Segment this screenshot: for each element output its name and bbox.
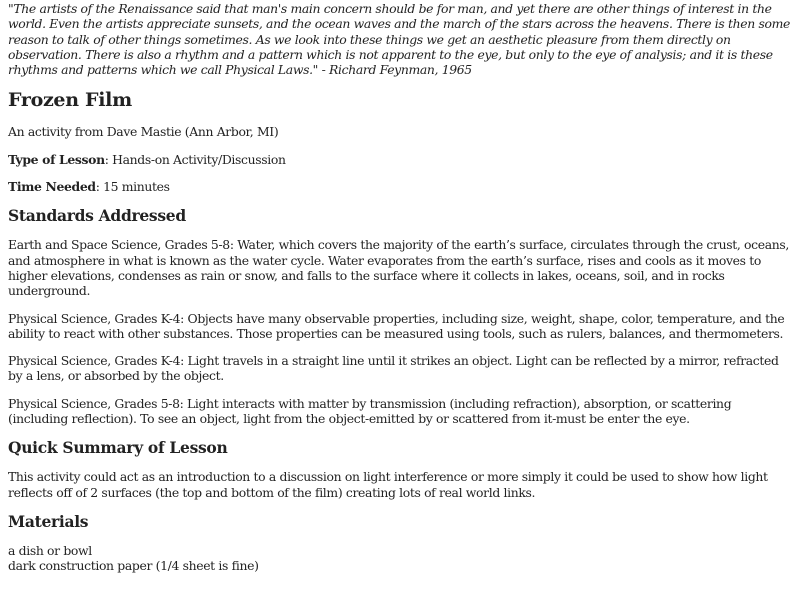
materials-list bbox=[8, 543, 792, 574]
page-title: Frozen Film bbox=[8, 89, 132, 112]
materials-heading: Materials bbox=[8, 511, 89, 531]
lesson-type-label: Type of Lesson bbox=[8, 151, 105, 167]
standard-item: Physical Science, Grades 5-8: Light interacts with matter by transmission (including refraction), absorption, or scattering (including reflection). To see an object, light from the object-emitted by or scattered from it-must be enter the eye. bbox=[8, 395, 732, 427]
time-needed-value: : 15 minutes bbox=[95, 179, 170, 195]
standard-item: Earth and Space Science, Grades 5-8: Water, which covers the majority of the earth’s surface, circulates through the crust, oceans, and atmosphere in what is known as the water cycle. Water evaporates from the earth’s surface, rises and cools as it moves to higher elevations, condenses as rain or snow, and falls to the surface where it collects in lakes, oceans, soil, and in rocks underground. bbox=[8, 237, 789, 299]
lesson-type-value: : Hands-on Activity/Discussion bbox=[104, 151, 286, 167]
byline: An activity from Dave Mastie (Ann Arbor, MI) bbox=[8, 124, 279, 140]
standard-item: Physical Science, Grades K-4: Light travels in a straight line until it strikes an object. Light can be reflected by a mirror, refracted by a lens, or absorbed by the object. bbox=[8, 353, 779, 384]
time-needed-label: Time Needed bbox=[8, 179, 96, 195]
standards-heading: Standards Addressed bbox=[8, 206, 186, 226]
summary-heading: Quick Summary of Lesson bbox=[8, 438, 228, 458]
summary-text: This activity could act as an introduction to a discussion on light interference or more simply it could be used to show how light reflects off of 2 surfaces (the top and bottom of the film) creating lots of real world links. bbox=[8, 469, 768, 500]
standard-item: Physical Science, Grades K-4: Objects have many observable properties, including size, weight, shape, color, temperature, and the ability to react with other substances. Those properties can be measured using tools, such as rulers, balances, and thermometers. bbox=[8, 310, 785, 341]
feynman-quote: "The artists of the Renaissance said that man's main concern should be for man, and yet there are other things of interest in the world. Even the artists appreciate sunsets, and the ocean waves and the march of the stars across the heavens. There is then some reason to talk of other things sometimes. As we look into these things we get an aesthetic pleasure from them directly on observation. There is also a rhythm and a pattern which is not apparent to the eye, but only to the eye of analysis; and it is these rhythms and patterns which we call Physical Laws." - Richard Feynman, 1965 bbox=[8, 1, 790, 78]
time-needed bbox=[8, 179, 792, 194]
material-item: a dish or bowl bbox=[8, 542, 92, 558]
material-item: dark construction paper (1/4 sheet is fine) bbox=[8, 558, 259, 574]
lesson-type bbox=[8, 152, 792, 167]
document bbox=[0, 1, 800, 574]
